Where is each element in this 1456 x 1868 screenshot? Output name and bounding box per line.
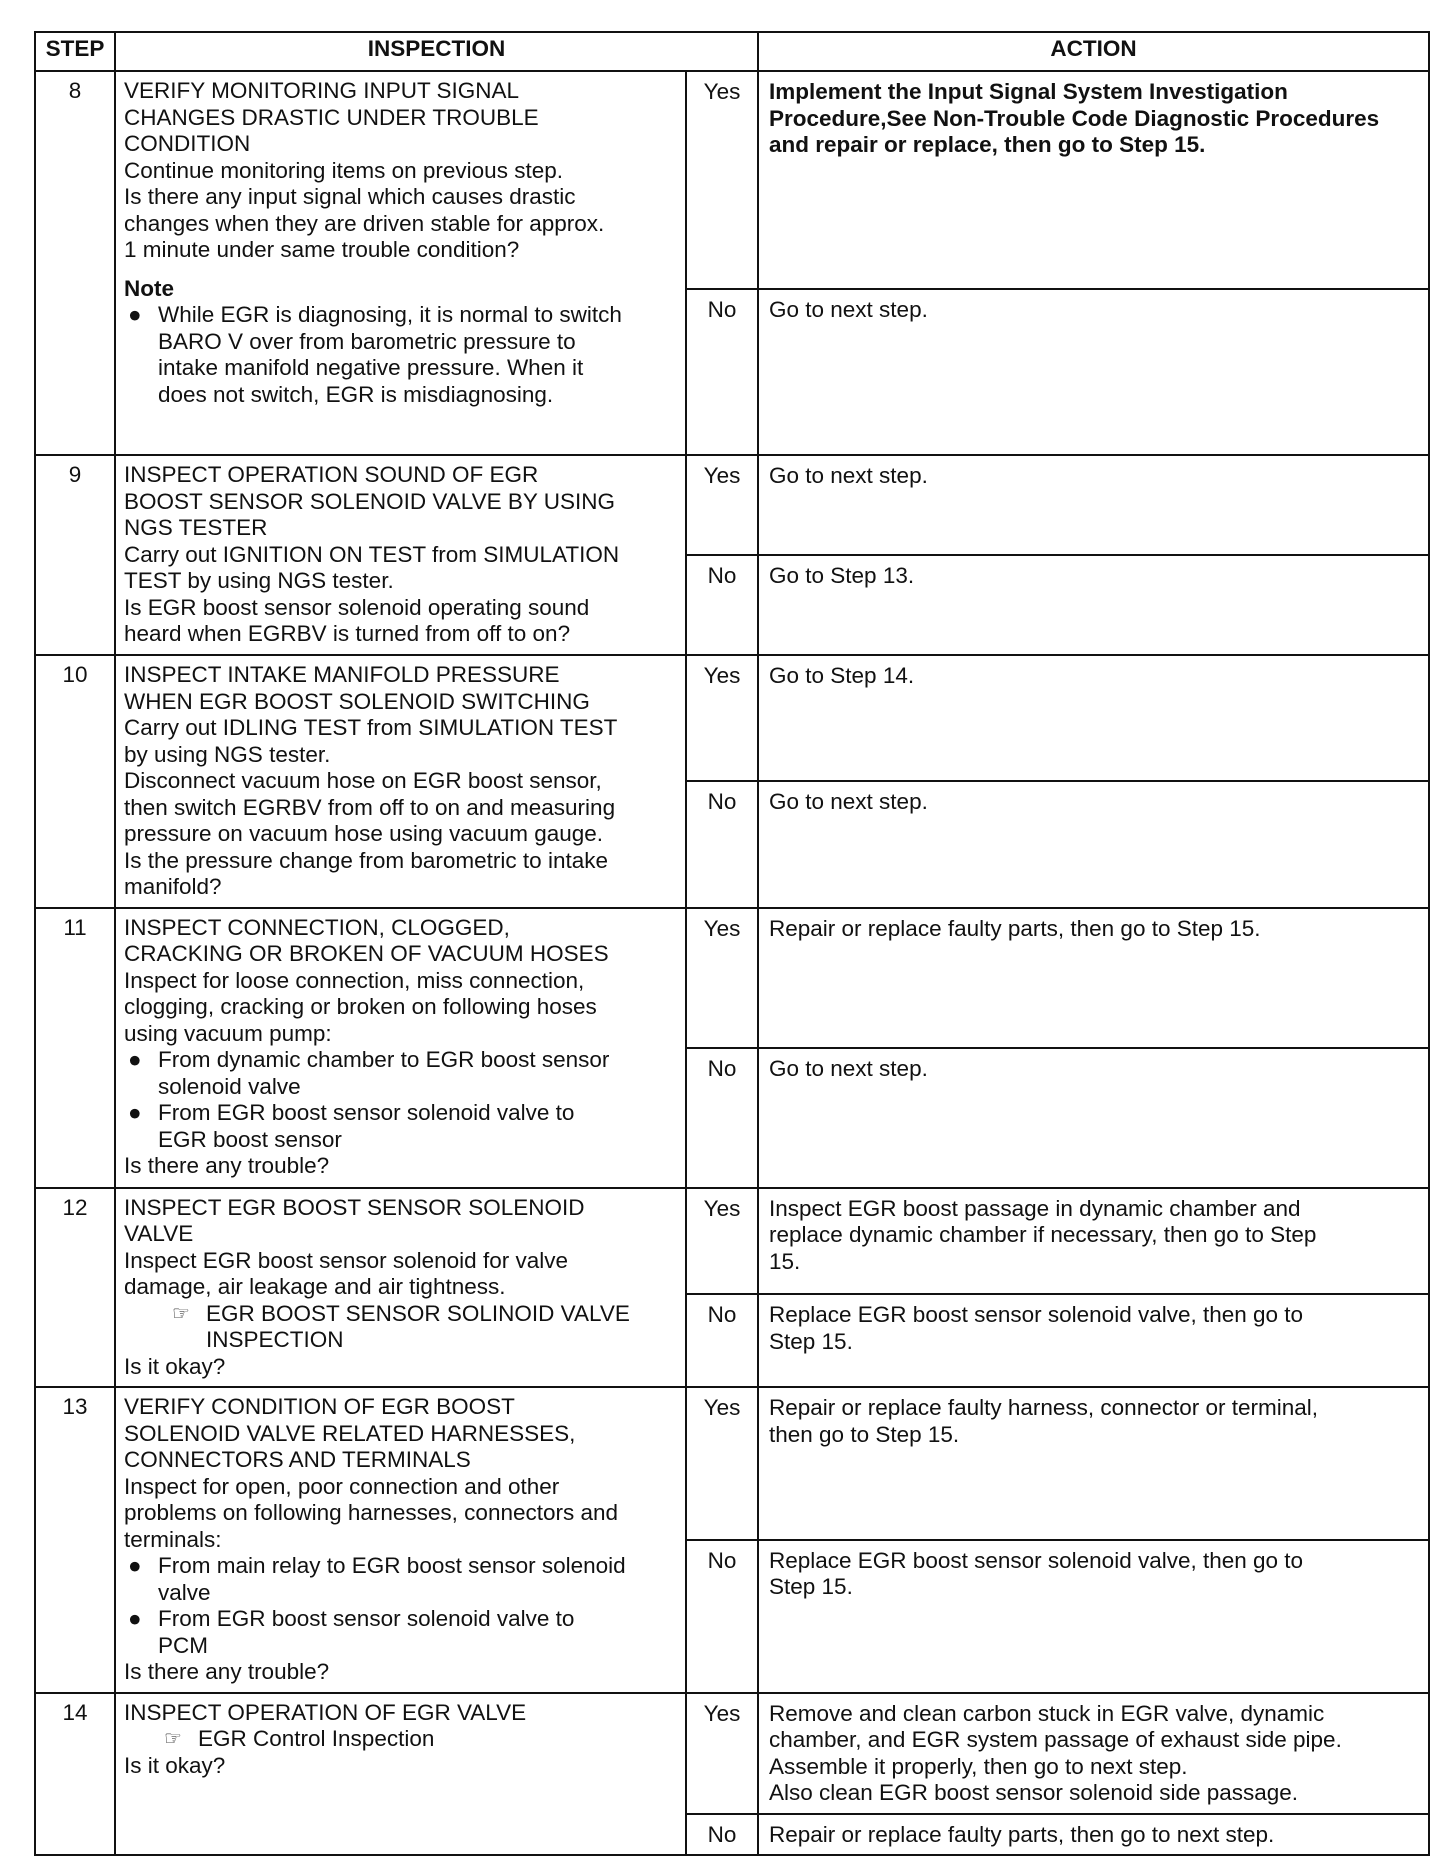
- step-11: [35, 908, 1429, 1188]
- inspection-body-line: Inspect for open, poor connection and other: [124, 1473, 560, 1499]
- inspection-body-line: terminals:: [124, 1526, 222, 1552]
- step-12: [35, 1188, 1429, 1388]
- step-14: [35, 1693, 1429, 1856]
- inspection-body-line: TEST by using NGS tester.: [124, 568, 394, 593]
- yes-action: [758, 71, 1429, 289]
- header-inspection: INSPECTION: [115, 32, 758, 71]
- bullet-dot-icon: ●: [128, 1553, 142, 1578]
- step-10: [35, 655, 1429, 908]
- step-9: [35, 455, 1429, 655]
- yes-label: Yes: [686, 455, 758, 555]
- inspection-cell: [115, 71, 686, 455]
- reference-line: EGR BOOST SENSOR SOLINOID VALVE: [206, 1300, 630, 1326]
- no-label: No: [686, 1540, 758, 1693]
- yes-label: Yes: [686, 1387, 758, 1540]
- inspection-body-line: clogging, cracking or broken on following hoses: [124, 994, 597, 1019]
- note-line: BARO V over from barometric pressure to: [158, 328, 576, 354]
- note-line: While EGR is diagnosing, it is normal to switch: [158, 302, 622, 327]
- action-line: Remove and clean carbon stuck in EGR valve, dynamic: [769, 1700, 1325, 1726]
- inspection-title-line: VERIFY CONDITION OF EGR BOOST: [124, 1394, 515, 1419]
- table-row: [35, 655, 1429, 781]
- yes-label: Yes: [686, 908, 758, 1048]
- inspection-body-line: using vacuum pump:: [124, 1020, 332, 1046]
- step-number: 8: [35, 71, 115, 455]
- header-step: STEP: [35, 32, 115, 71]
- inspection-title-line: CHANGES DRASTIC UNDER TROUBLE: [124, 104, 539, 130]
- note-line: does not switch, EGR is misdiagnosing.: [158, 381, 554, 407]
- action-line: and repair or replace, then go to Step 15.: [769, 132, 1206, 157]
- yes-label: Yes: [686, 1188, 758, 1295]
- action-line: Procedure,See Non-Trouble Code Diagnostic Procedures: [769, 105, 1380, 131]
- inspection-body-line: Is there any input signal which causes drastic: [124, 184, 576, 209]
- inspection-title-line: CONDITION: [124, 131, 251, 156]
- bullet-dot-icon: ●: [128, 302, 142, 327]
- action-line: Go to next step.: [769, 297, 928, 322]
- action-line: Repair or replace faulty parts, then go to next step.: [769, 1821, 1275, 1847]
- action-line: Go to Step 13.: [769, 563, 915, 588]
- no-action: [758, 1048, 1429, 1188]
- action-line: Repair or replace faulty parts, then go to Step 15.: [769, 915, 1261, 941]
- inspection-body-line: 1 minute under same trouble condition?: [124, 237, 520, 262]
- list-item: [124, 1553, 677, 1606]
- no-action: [758, 1294, 1429, 1387]
- action-line: Also clean EGR boost sensor solenoid side passage.: [769, 1780, 1299, 1805]
- inspection-question: Is it okay?: [124, 1353, 226, 1379]
- inspection-title-line: NGS TESTER: [124, 515, 268, 540]
- bullet-dot-icon: ●: [128, 1047, 142, 1072]
- note-bullet: [124, 302, 677, 408]
- reference-link[interactable]: [124, 1301, 677, 1354]
- action-line: Go to next step.: [769, 463, 928, 488]
- note-line: intake manifold negative pressure. When it: [158, 355, 584, 380]
- table-row: [35, 71, 1429, 289]
- inspection-body-line: pressure on vacuum hose using vacuum gauge.: [124, 821, 604, 846]
- inspection-body-line: damage, air leakage and air tightness.: [124, 1274, 506, 1299]
- yes-action: [758, 455, 1429, 555]
- bullet-line: solenoid valve: [158, 1073, 301, 1099]
- inspection-cell: [115, 1693, 686, 1856]
- action-line: Go to next step.: [769, 1055, 928, 1081]
- inspection-title-line: INSPECT OPERATION SOUND OF EGR: [124, 462, 539, 487]
- inspection-title-line: INSPECT CONNECTION, CLOGGED,: [124, 914, 510, 940]
- inspection-body-line: manifold?: [124, 874, 222, 899]
- action-line: Repair or replace faulty harness, connector or terminal,: [769, 1395, 1319, 1420]
- inspection-cell: [115, 455, 686, 655]
- inspection-title-line: WHEN EGR BOOST SOLENOID SWITCHING: [124, 688, 590, 714]
- yes-action: [758, 655, 1429, 781]
- bullet-dot-icon: ●: [128, 1100, 142, 1125]
- inspection-body-line: Is the pressure change from barometric to intake: [124, 847, 608, 873]
- action-line: Step 15.: [769, 1328, 853, 1354]
- yes-action: [758, 1387, 1429, 1540]
- table-row: [35, 1387, 1429, 1540]
- no-label: No: [686, 1048, 758, 1188]
- inspection-body-line: Is EGR boost sensor solenoid operating sound: [124, 594, 590, 620]
- inspection-body-line: Disconnect vacuum hose on EGR boost sensor,: [124, 768, 602, 793]
- inspection-title-line: VERIFY MONITORING INPUT SIGNAL: [124, 78, 520, 103]
- yes-action: [758, 1188, 1429, 1295]
- inspection-body-line: heard when EGRBV is turned from off to on?: [124, 621, 571, 646]
- step-number: 13: [35, 1387, 115, 1693]
- no-label: No: [686, 289, 758, 455]
- inspection-body-line: Carry out IDLING TEST from SIMULATION TEST: [124, 715, 618, 740]
- bullet-line: valve: [158, 1579, 211, 1605]
- list-item: [124, 1100, 677, 1153]
- no-action: [758, 1814, 1429, 1856]
- reference-link[interactable]: [124, 1726, 677, 1753]
- action-line: then go to Step 15.: [769, 1421, 960, 1447]
- table-row: [35, 908, 1429, 1048]
- bullet-line: From EGR boost sensor solenoid valve to: [158, 1606, 575, 1631]
- table-header-row: [35, 32, 1429, 71]
- bullet-line: From main relay to EGR boost sensor solenoid: [158, 1553, 626, 1578]
- inspection-question: Is there any trouble?: [124, 1153, 330, 1178]
- pointing-hand-icon: ☞: [172, 1302, 190, 1325]
- no-label: No: [686, 781, 758, 907]
- table-row: [35, 1188, 1429, 1295]
- diagnostic-table: [34, 31, 1430, 1856]
- action-line: chamber, and EGR system passage of exhaust side pipe.: [769, 1727, 1342, 1752]
- inspection-title-line: SOLENOID VALVE RELATED HARNESSES,: [124, 1420, 576, 1446]
- bullet-dot-icon: ●: [128, 1606, 142, 1631]
- inspection-question: Is there any trouble?: [124, 1659, 330, 1684]
- inspection-body-line: then switch EGRBV from off to on and measuring: [124, 794, 616, 820]
- inspection-question: Is it okay?: [124, 1752, 226, 1778]
- pointing-hand-icon: ☞: [164, 1728, 182, 1750]
- reference-line: INSPECTION: [206, 1327, 344, 1352]
- inspection-cell: [115, 1188, 686, 1388]
- step-number: 12: [35, 1188, 115, 1388]
- inspection-body-line: changes when they are driven stable for approx.: [124, 210, 605, 236]
- inspection-body-line: Continue monitoring items on previous step.: [124, 157, 563, 183]
- action-line: Inspect EGR boost passage in dynamic chamber and: [769, 1195, 1301, 1221]
- reference-line: EGR Control Inspection: [198, 1726, 435, 1751]
- bullet-line: EGR boost sensor: [158, 1126, 342, 1152]
- yes-label: Yes: [686, 1693, 758, 1814]
- note-title: Note: [124, 275, 174, 301]
- step-number: 9: [35, 455, 115, 655]
- inspection-title-line: INSPECT INTAKE MANIFOLD PRESSURE: [124, 662, 560, 687]
- yes-action: [758, 1693, 1429, 1814]
- step-number: 11: [35, 908, 115, 1188]
- action-line: Go to Step 14.: [769, 663, 915, 688]
- action-line: Implement the Input Signal System Investigation: [769, 79, 1288, 104]
- step-number: 14: [35, 1693, 115, 1856]
- table-row: [35, 455, 1429, 555]
- action-line: Replace EGR boost sensor solenoid valve, then go to: [769, 1302, 1304, 1328]
- inspection-body-line: Inspect for loose connection, miss connection,: [124, 967, 585, 993]
- no-action: [758, 289, 1429, 455]
- bullet-line: From dynamic chamber to EGR boost sensor: [158, 1047, 610, 1072]
- inspection-title-line: INSPECT OPERATION OF EGR VALVE: [124, 1699, 527, 1725]
- action-line: Replace EGR boost sensor solenoid valve, then go to: [769, 1547, 1304, 1573]
- inspection-title-line: CONNECTORS AND TERMINALS: [124, 1447, 471, 1472]
- inspection-title-line: VALVE: [124, 1221, 194, 1246]
- step-13: [35, 1387, 1429, 1693]
- table-row: [35, 1693, 1429, 1814]
- bullet-line: PCM: [158, 1632, 208, 1658]
- action-line: Assemble it properly, then go to next step.: [769, 1753, 1188, 1779]
- inspection-body-line: Inspect EGR boost sensor solenoid for valve: [124, 1247, 568, 1273]
- inspection-body-line: Carry out IGNITION ON TEST from SIMULATION: [124, 541, 620, 567]
- inspection-cell: [115, 908, 686, 1188]
- no-action: [758, 781, 1429, 907]
- inspection-title-line: CRACKING OR BROKEN OF VACUUM HOSES: [124, 941, 609, 966]
- yes-label: Yes: [686, 71, 758, 289]
- inspection-body-line: problems on following harnesses, connectors and: [124, 1500, 619, 1525]
- no-action: [758, 1540, 1429, 1693]
- list-item: [124, 1606, 677, 1659]
- action-line: 15.: [769, 1248, 801, 1274]
- no-label: No: [686, 1814, 758, 1856]
- inspection-title-line: INSPECT EGR BOOST SENSOR SOLENOID: [124, 1194, 585, 1220]
- step-8: [35, 71, 1429, 455]
- action-line: Go to next step.: [769, 789, 928, 815]
- inspection-body-line: by using NGS tester.: [124, 741, 331, 767]
- inspection-title-line: BOOST SENSOR SOLENOID VALVE BY USING: [124, 488, 615, 514]
- action-line: Step 15.: [769, 1574, 853, 1600]
- action-line: replace dynamic chamber if necessary, then go to Step: [769, 1222, 1317, 1247]
- no-label: No: [686, 1294, 758, 1387]
- list-item: [124, 1047, 677, 1100]
- step-number: 10: [35, 655, 115, 908]
- no-label: No: [686, 555, 758, 655]
- inspection-cell: [115, 1387, 686, 1693]
- yes-label: Yes: [686, 655, 758, 781]
- no-action: [758, 555, 1429, 655]
- bullet-line: From EGR boost sensor solenoid valve to: [158, 1100, 575, 1125]
- inspection-cell: [115, 655, 686, 908]
- header-action: ACTION: [758, 32, 1429, 71]
- yes-action: [758, 908, 1429, 1048]
